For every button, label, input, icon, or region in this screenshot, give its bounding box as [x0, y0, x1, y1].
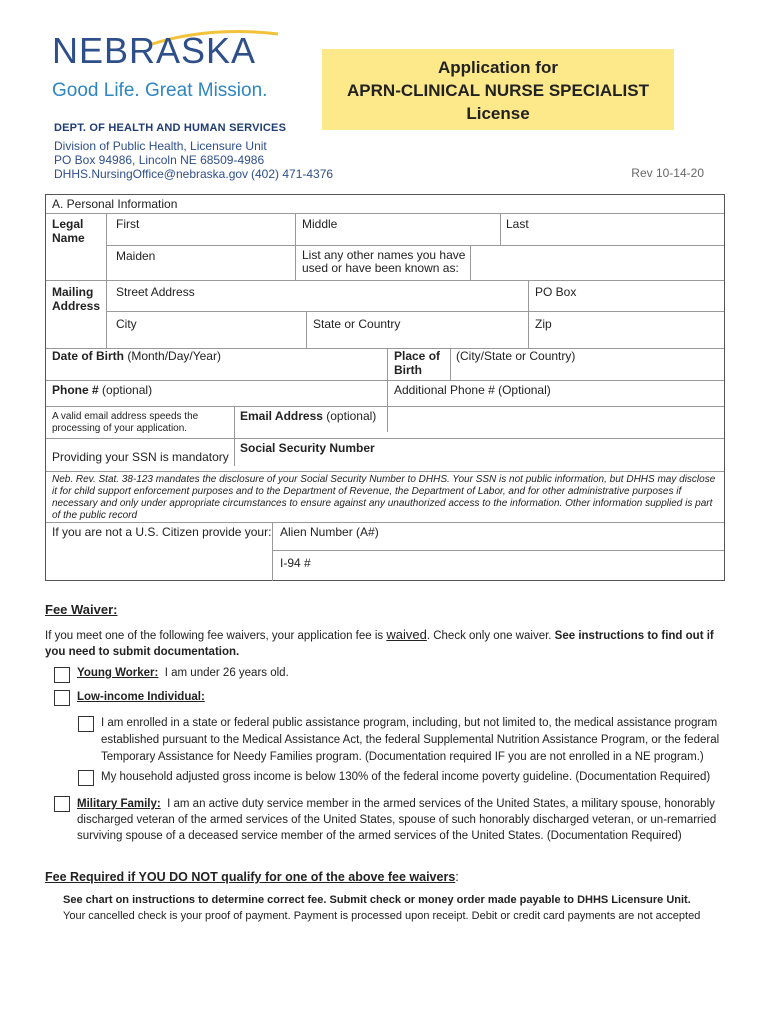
mailing-address-label: Mailing Address [52, 285, 101, 313]
i94-field[interactable]: I-94 # [280, 556, 311, 570]
email-address-field[interactable] [240, 409, 376, 423]
po-box-field[interactable]: PO Box [535, 285, 577, 299]
phone-label: Phone # [52, 383, 99, 397]
young-worker-option [77, 665, 289, 682]
income-below-text: My household adjusted gross income is below 130% of the federal income poverty guideline. (Documentation Required) [101, 771, 711, 783]
ssn-field[interactable]: Social Security Number [240, 441, 375, 455]
fee-required-heading-row: Fee Required if YOU DO NOT qualify for one of the above fee waivers: [45, 870, 459, 884]
place-of-birth-field[interactable]: (City/State or Country) [456, 349, 576, 363]
assistance-program-text: I am enrolled in a state or federal public assistance program, including, but not limited to, the medical assistance program established pursuant to the Medical Assistance Act, the federal Supplemental Nutrition Assistance Program, or the federal Temporary Assistance for Needy Families program. (Documentation required IF you are not enrolled in a NE program.) [101, 717, 720, 763]
city-field[interactable]: City [116, 317, 137, 331]
state-country-field[interactable]: State or Country [313, 317, 401, 331]
phone-field[interactable] [52, 383, 152, 397]
other-names-label: List any other names you have used or have been known as: [302, 248, 466, 275]
logo-tagline: Good Life. Great Mission. [52, 80, 268, 101]
department-name: DEPT. OF HEALTH AND HUMAN SERVICES [54, 122, 287, 134]
military-family-checkbox[interactable] [54, 796, 70, 812]
first-name-field[interactable]: First [116, 217, 140, 231]
form-title [322, 49, 674, 130]
young-worker-checkbox[interactable] [54, 667, 70, 683]
last-name-field[interactable]: Last [506, 217, 529, 231]
assistance-program-checkbox[interactable] [78, 716, 94, 732]
personal-info-form [45, 194, 725, 581]
zip-field[interactable]: Zip [535, 317, 552, 331]
young-worker-label: Young Worker: [77, 667, 159, 679]
ssn-statute-notice: Neb. Rev. Stat. 38-123 mandates the disclosure of your Social Security Number to DHHS. Your SSN is not public information, but DHHS may disclose it for child support enforcement purposes and to the Department of Revenue, the Department of Labor, and for other administrative purposes if necessary and only under appropriate circumstances to ensure against any unauthorized access to the information. Other information supplied is part of the public record [52, 474, 716, 521]
middle-name-field[interactable]: Middle [302, 217, 338, 231]
place-of-birth-label: Place of Birth [394, 349, 441, 377]
income-below-checkbox[interactable] [78, 770, 94, 786]
dob-label: Date of Birth [52, 349, 124, 363]
military-family-option [77, 796, 725, 844]
email-note: A valid email address speeds the processing of your application. [52, 411, 199, 434]
fee-required-heading: Fee Required if YOU DO NOT qualify for one of the above fee waivers [45, 870, 456, 884]
non-citizen-label: If you are not a U.S. Citizen provide your: [52, 525, 272, 539]
fee-waiver-intro [45, 627, 727, 660]
title-line-2: APRN-CLINICAL NURSE SPECIALIST [347, 81, 649, 100]
email-label: Email Address [240, 409, 323, 423]
military-family-label: Military Family: [77, 798, 161, 810]
contact-phone: (402) 471-4376 [251, 167, 334, 181]
alien-number-field[interactable]: Alien Number (A#) [280, 525, 379, 539]
military-family-text: I am an active duty service member in the armed services of the United States, a military spouse, honorably discharged veteran of the armed services of the United States, spouse of such honorably discharged veteran, or un-remarried surviving spouse of a deceased service member of the armed services of the United States. (Documentation Required) [77, 798, 717, 842]
address-line-2: PO Box 94986, Lincoln NE 68509-4986 [54, 153, 265, 167]
section-a-title: A. Personal Information [52, 197, 178, 211]
additional-phone-field[interactable]: Additional Phone # (Optional) [394, 383, 551, 397]
logo-wordmark: NEBRASKA [52, 30, 257, 71]
date-of-birth-field[interactable] [52, 349, 221, 363]
phone-hint: (optional) [102, 383, 153, 397]
address-line-1: Division of Public Health, Licensure Unit [54, 139, 267, 153]
intro-bold: See instructions to find out if you need to submit documentation. [45, 630, 714, 658]
contact-email: DHHS.NursingOffice@nebraska.gov [54, 167, 249, 181]
fee-required-line-1: See chart on instructions to determine correct fee. Submit check or money order made payable to DHHS Licensure Unit. [63, 894, 691, 906]
young-worker-text: I am under 26 years old. [164, 667, 289, 679]
other-names-field[interactable] [476, 249, 716, 277]
intro-text-a: If you meet one of the following fee waivers, your application fee is [45, 630, 387, 642]
ssn-note: Providing your SSN is mandatory [52, 450, 229, 464]
title-line-1: Application for [438, 58, 558, 77]
title-line-3: License [466, 104, 530, 123]
legal-name-label: Legal Name [52, 217, 85, 245]
email-hint: (optional) [326, 409, 377, 423]
fee-required-line-2: Your cancelled check is your proof of payment. Payment is processed upon receipt. Debit or credit card payments are not accepted [63, 910, 701, 922]
low-income-label: Low-income Individual: [77, 691, 205, 703]
street-address-field[interactable]: Street Address [116, 285, 195, 299]
intro-waived: waived [386, 627, 427, 642]
revision-date: Rev 10-14-20 [631, 166, 704, 180]
fee-waiver-heading: Fee Waiver: [45, 602, 118, 617]
maiden-name-field[interactable]: Maiden [116, 249, 156, 263]
intro-text-b: . Check only one waiver. [426, 630, 555, 642]
low-income-checkbox[interactable] [54, 690, 70, 706]
dob-hint: (Month/Day/Year) [127, 349, 221, 363]
